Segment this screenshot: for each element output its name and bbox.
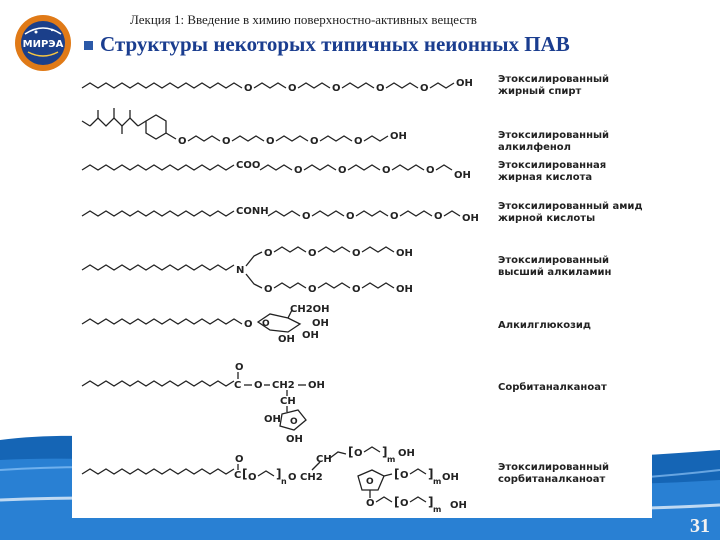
svg-text:m: m	[387, 455, 396, 464]
svg-text:O: O	[264, 248, 273, 259]
svg-text:C: C	[234, 470, 242, 481]
svg-text:CH: CH	[280, 396, 296, 407]
svg-text:CH2OH: CH2OH	[290, 304, 330, 315]
structure-alkylphenol	[82, 108, 407, 147]
svg-text:O: O	[264, 284, 273, 295]
label-alkylamine: Этоксилированный высший алкиламин	[498, 255, 612, 278]
svg-text:O: O	[366, 477, 374, 487]
svg-text:O: O	[352, 248, 361, 259]
svg-text:O: O	[244, 83, 253, 94]
label-fatty-acid: Этоксилированная жирная кислота	[498, 160, 607, 183]
label-alkylphenol: Этоксилированный алкилфенол	[498, 130, 610, 153]
svg-text:O: O	[366, 498, 375, 509]
svg-text:OH: OH	[450, 500, 467, 511]
svg-text:O: O	[262, 319, 270, 329]
svg-text:O: O	[426, 165, 435, 176]
structure-fatty-alcohol	[82, 78, 473, 94]
svg-text:OH: OH	[286, 434, 303, 445]
svg-text:[: [	[348, 445, 354, 459]
structure-ethoxylated-sorbitan	[82, 445, 467, 514]
svg-text:]: ]	[382, 445, 388, 459]
svg-text:O: O	[354, 448, 363, 459]
svg-text:m: m	[433, 477, 442, 486]
svg-text:OH: OH	[396, 248, 413, 259]
svg-text:O: O	[254, 380, 263, 391]
svg-text:OH: OH	[456, 78, 473, 89]
svg-text:O: O	[338, 165, 347, 176]
svg-text:O: O	[400, 498, 409, 509]
svg-text:OH: OH	[462, 213, 479, 224]
lecture-title: Лекция 1: Введение в химию поверхностно-активных веществ	[130, 12, 477, 27]
svg-text:O: O	[376, 83, 385, 94]
svg-text:OH: OH	[308, 380, 325, 391]
svg-text:O: O	[235, 362, 244, 373]
svg-text:O: O	[294, 165, 303, 176]
svg-text:[: [	[242, 467, 248, 481]
svg-text:CH: CH	[316, 454, 332, 465]
svg-text:O: O	[244, 319, 253, 330]
svg-text:O: O	[382, 165, 391, 176]
svg-text:OH: OH	[454, 170, 471, 181]
svg-text:CH2: CH2	[272, 380, 295, 391]
structure-sorbitan-alkanoate	[82, 362, 325, 445]
structure-fatty-acid	[82, 160, 471, 181]
label-fatty-alcohol: Этоксилированный жирный спирт	[498, 74, 610, 97]
svg-text:O: O	[248, 472, 257, 483]
svg-text:COO: COO	[236, 160, 261, 171]
svg-text:OH: OH	[302, 330, 319, 341]
svg-text:МИРЭА: МИРЭА	[22, 39, 64, 50]
svg-text:O: O	[222, 136, 231, 147]
svg-text:CONH: CONH	[236, 206, 269, 217]
title-bullet	[84, 41, 93, 50]
svg-text:O: O	[302, 211, 311, 222]
svg-text:OH: OH	[264, 414, 281, 425]
svg-text:O: O	[288, 83, 297, 94]
svg-text:CH2: CH2	[300, 472, 323, 483]
mirea-logo	[8, 12, 78, 74]
svg-text:O: O	[400, 470, 409, 481]
structure-fatty-amide	[82, 206, 479, 224]
svg-text:O: O	[290, 417, 298, 427]
svg-text:OH: OH	[278, 334, 295, 345]
svg-text:[: [	[394, 495, 400, 509]
svg-text:O: O	[354, 136, 363, 147]
label-ethoxylated-sorbitan: Этоксилированный сорбитаналканоат	[498, 462, 610, 485]
svg-text:O: O	[308, 284, 317, 295]
label-alkylglucoside: Алкилглюкозид	[498, 320, 592, 331]
svg-text:O: O	[420, 83, 429, 94]
svg-text:N: N	[236, 265, 245, 276]
svg-text:OH: OH	[396, 284, 413, 295]
svg-text:O: O	[288, 472, 297, 483]
slide-title: Структуры некоторых типичных неионных ПАВ	[100, 32, 570, 56]
svg-text:]: ]	[428, 495, 434, 509]
svg-text:O: O	[352, 284, 361, 295]
svg-text:O: O	[178, 136, 187, 147]
svg-text:O: O	[346, 211, 355, 222]
page-number: 31	[690, 515, 710, 537]
svg-text:m: m	[433, 505, 442, 514]
svg-text:[: [	[394, 467, 400, 481]
svg-text:O: O	[308, 248, 317, 259]
label-sorbitan: Сорбитаналканоат	[498, 382, 607, 393]
svg-text:n: n	[281, 477, 287, 486]
svg-text:O: O	[434, 211, 443, 222]
svg-text:OH: OH	[312, 318, 329, 329]
svg-text:O: O	[235, 454, 244, 465]
svg-text:O: O	[390, 211, 399, 222]
svg-text:OH: OH	[390, 131, 407, 142]
structures-drawing	[72, 66, 502, 518]
label-fatty-amide: Этоксилированный амид жирной кислоты	[498, 201, 643, 224]
svg-text:C: C	[234, 380, 242, 391]
svg-text:]: ]	[428, 467, 434, 481]
structure-alkylglucoside	[82, 304, 330, 345]
structure-alkylamine	[82, 247, 413, 295]
svg-text:O: O	[266, 136, 275, 147]
svg-text:]: ]	[276, 467, 282, 481]
svg-text:OH: OH	[398, 448, 415, 459]
svg-text:O: O	[310, 136, 319, 147]
svg-text:O: O	[332, 83, 341, 94]
svg-text:OH: OH	[442, 472, 459, 483]
